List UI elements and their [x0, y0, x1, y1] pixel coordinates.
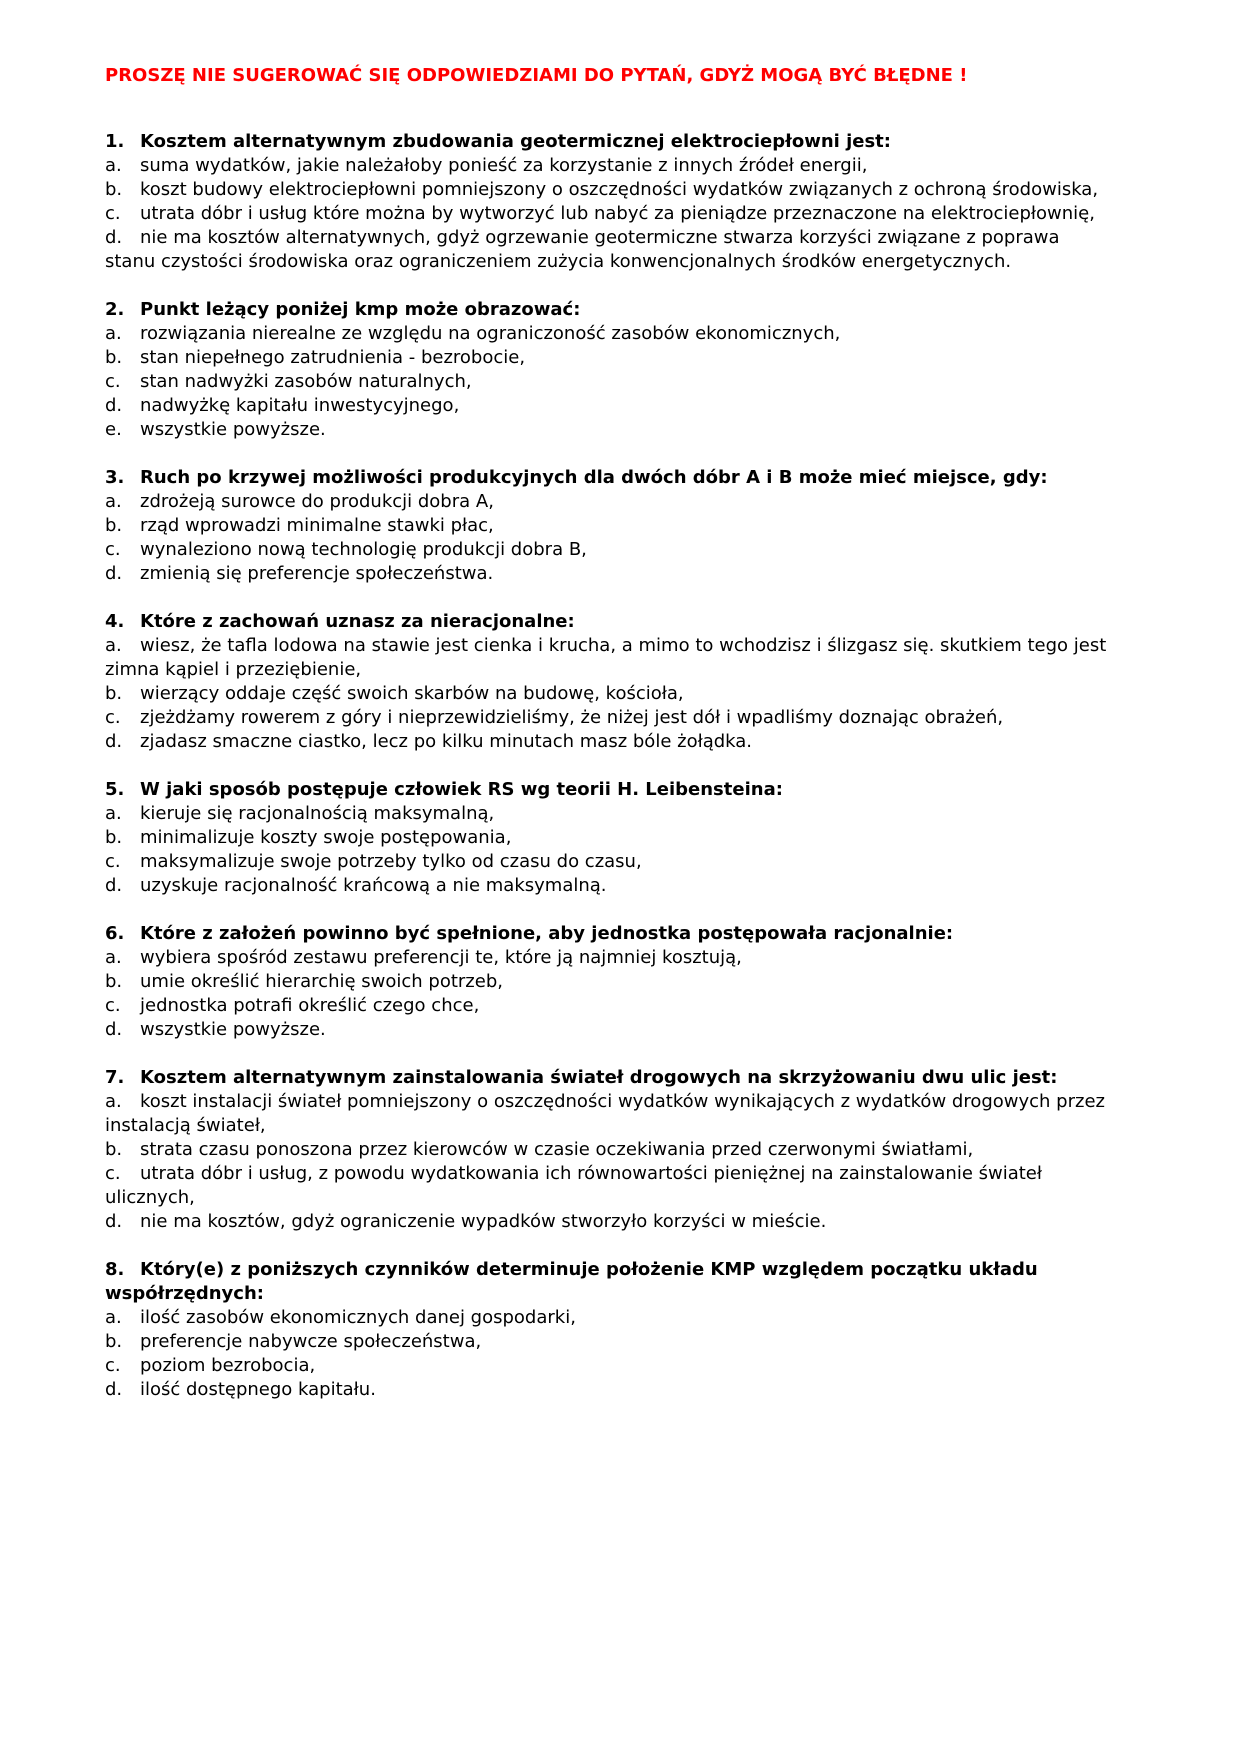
option-text: stan nadwyżki zasobów naturalnych, [140, 371, 472, 392]
question-title [105, 922, 1110, 946]
option-letter: d. [105, 1019, 123, 1040]
question [105, 1258, 1110, 1402]
question-title [105, 130, 1110, 154]
option-text: nie ma kosztów alternatywnych, gdyż ogrzewanie geotermiczne stwarza korzyści związane z poprawa stanu czystości środowiska oraz ograniczeniem zużycia konwencjonalnych środków energetycznych. [105, 227, 1060, 272]
question-title-text: Które z założeń powinno być spełnione, aby jednostka postępowała racjonalnie: [140, 923, 954, 944]
option-letter: b. [105, 971, 123, 992]
answer-option [105, 1138, 1110, 1162]
option-letter: a. [105, 635, 122, 656]
answer-option [105, 874, 1110, 898]
question-number: 5. [105, 779, 125, 800]
option-text: uzyskuje racjonalność krańcową a nie maksymalną. [140, 875, 607, 896]
question [105, 1066, 1110, 1234]
answer-option [105, 1378, 1110, 1402]
answer-option [105, 970, 1110, 994]
questions-list [105, 130, 1110, 1402]
answer-option [105, 826, 1110, 850]
question [105, 778, 1110, 898]
answer-option [105, 1354, 1110, 1378]
answer-option [105, 490, 1110, 514]
option-text: suma wydatków, jakie należałoby ponieść za korzystanie z innych źródeł energii, [140, 155, 868, 176]
answer-option [105, 682, 1110, 706]
answer-option [105, 1090, 1110, 1138]
option-letter: a. [105, 803, 122, 824]
option-letter: c. [105, 851, 121, 872]
option-text: strata czasu ponoszona przez kierowców w czasie oczekiwania przed czerwonymi światłami, [140, 1139, 974, 1160]
question-number: 7. [105, 1067, 125, 1088]
question-title [105, 1066, 1110, 1090]
option-text: ilość dostępnego kapitału. [140, 1379, 376, 1400]
question-title [105, 1258, 1110, 1306]
question [105, 466, 1110, 586]
option-text: umie określić hierarchię swoich potrzeb, [140, 971, 503, 992]
question-title [105, 778, 1110, 802]
question-number: 1. [105, 131, 125, 152]
option-letter: d. [105, 1211, 123, 1232]
warning-heading: PROSZĘ NIE SUGEROWAĆ SIĘ ODPOWIEDZIAMI DO PYTAŃ, GDYŻ MOGĄ BYĆ BŁĘDNE ! [105, 65, 968, 86]
question-title [105, 298, 1110, 322]
option-text: ilość zasobów ekonomicznych danej gospodarki, [140, 1307, 576, 1328]
question-title-text: Które z zachowań uznasz za nieracjonalne: [140, 611, 575, 632]
option-letter: a. [105, 323, 122, 344]
option-letter: a. [105, 1307, 122, 1328]
option-text: poziom bezrobocia, [140, 1355, 316, 1376]
option-text: maksymalizuje swoje potrzeby tylko od czasu do czasu, [140, 851, 642, 872]
answer-option [105, 802, 1110, 826]
option-text: jednostka potrafi określić czego chce, [140, 995, 480, 1016]
answer-option [105, 634, 1110, 682]
option-letter: a. [105, 1091, 122, 1112]
question-title-text: Punkt leżący poniżej kmp może obrazować: [140, 299, 581, 320]
option-letter: c. [105, 707, 121, 728]
option-text: koszt budowy elektrociepłowni pomniejszony o oszczędności wydatków związanych z ochroną środowiska, [140, 179, 1099, 200]
option-text: kieruje się racjonalnością maksymalną, [140, 803, 495, 824]
question-title-text: Kosztem alternatywnym zbudowania geotermicznej elektrociepłowni jest: [140, 131, 891, 152]
answer-option [105, 1210, 1110, 1234]
option-letter: a. [105, 947, 122, 968]
answer-option [105, 946, 1110, 970]
option-letter: a. [105, 491, 122, 512]
question [105, 610, 1110, 754]
option-letter: c. [105, 539, 121, 560]
answer-option [105, 418, 1110, 442]
answer-option [105, 994, 1110, 1018]
answer-option [105, 730, 1110, 754]
option-text: koszt instalacji świateł pomniejszony o oszczędności wydatków wynikających z wydatków drogowych przez instalacją świateł, [105, 1091, 1105, 1136]
option-text: utrata dóbr i usług, z powodu wydatkowania ich równowartości pieniężnej na zainstalowanie świateł ulicznych, [105, 1163, 1042, 1208]
option-text: zjeżdżamy rowerem z góry i nieprzewidzieliśmy, że niżej jest dół i wpadliśmy doznając obrażeń, [140, 707, 1004, 728]
option-letter: a. [105, 155, 122, 176]
option-text: wszystkie powyższe. [140, 1019, 326, 1040]
option-letter: c. [105, 1163, 121, 1184]
option-letter: c. [105, 203, 121, 224]
question-number: 2. [105, 299, 125, 320]
answer-option [105, 562, 1110, 586]
option-text: zdrożeją surowce do produkcji dobra A, [140, 491, 494, 512]
answer-option [105, 178, 1110, 202]
answer-option [105, 1162, 1110, 1210]
question [105, 130, 1110, 274]
option-letter: b. [105, 1139, 123, 1160]
answer-option [105, 202, 1110, 226]
option-text: wynaleziono nową technologię produkcji dobra B, [140, 539, 587, 560]
option-letter: e. [105, 419, 122, 440]
option-letter: d. [105, 875, 123, 896]
option-letter: d. [105, 227, 123, 248]
option-letter: d. [105, 1379, 123, 1400]
question-number: 3. [105, 467, 125, 488]
option-letter: b. [105, 347, 123, 368]
option-text: preferencje nabywcze społeczeństwa, [140, 1331, 482, 1352]
question [105, 298, 1110, 442]
option-text: stan niepełnego zatrudnienia - bezrobocie, [140, 347, 526, 368]
question-title-text: Ruch po krzywej możliwości produkcyjnych dla dwóch dóbr A i B może mieć miejsce, gdy: [140, 467, 1048, 488]
option-text: minimalizuje koszty swoje postępowania, [140, 827, 512, 848]
option-text: zjadasz smaczne ciastko, lecz po kilku minutach masz bóle żołądka. [140, 731, 753, 752]
option-text: zmienią się preferencje społeczeństwa. [140, 563, 494, 584]
question-title-text: Który(e) z poniższych czynników determinuje położenie KMP względem początku układu współrzędnych: [105, 1259, 1038, 1304]
answer-option [105, 1018, 1110, 1042]
answer-option [105, 394, 1110, 418]
option-letter: c. [105, 371, 121, 392]
answer-option [105, 1330, 1110, 1354]
option-letter: d. [105, 395, 123, 416]
answer-option [105, 226, 1110, 274]
answer-option [105, 706, 1110, 730]
option-letter: c. [105, 1355, 121, 1376]
answer-option [105, 538, 1110, 562]
answer-option [105, 514, 1110, 538]
option-letter: b. [105, 179, 123, 200]
option-letter: d. [105, 731, 123, 752]
question-title-text: W jaki sposób postępuje człowiek RS wg teorii H. Leibensteina: [140, 779, 783, 800]
option-letter: b. [105, 683, 123, 704]
answer-option [105, 346, 1110, 370]
option-text: wiesz, że tafla lodowa na stawie jest cienka i krucha, a mimo to wchodzisz i ślizgasz się. skutkiem tego jest zimna kąpiel i przeziębienie, [105, 635, 1107, 680]
answer-option [105, 154, 1110, 178]
question-number: 6. [105, 923, 125, 944]
question-number: 4. [105, 611, 125, 632]
question-title [105, 610, 1110, 634]
answer-option [105, 322, 1110, 346]
option-text: wybiera spośród zestawu preferencji te, które ją najmniej kosztują, [140, 947, 742, 968]
option-text: rząd wprowadzi minimalne stawki płac, [140, 515, 494, 536]
option-text: nadwyżkę kapitału inwestycyjnego, [140, 395, 460, 416]
answer-option [105, 1306, 1110, 1330]
option-text: utrata dóbr i usług które można by wytworzyć lub nabyć za pieniądze przeznaczone na elektrociepłownię, [140, 203, 1095, 224]
answer-option [105, 370, 1110, 394]
option-text: wszystkie powyższe. [140, 419, 326, 440]
option-letter: b. [105, 827, 123, 848]
question-title-text: Kosztem alternatywnym zainstalowania świateł drogowych na skrzyżowaniu dwu ulic jest: [140, 1067, 1058, 1088]
option-letter: c. [105, 995, 121, 1016]
option-letter: d. [105, 563, 123, 584]
option-letter: b. [105, 515, 123, 536]
option-text: rozwiązania nierealne ze względu na ograniczoność zasobów ekonomicznych, [140, 323, 841, 344]
answer-option [105, 850, 1110, 874]
option-text: nie ma kosztów, gdyż ograniczenie wypadków stworzyło korzyści w mieście. [140, 1211, 827, 1232]
question-title [105, 466, 1110, 490]
option-text: wierzący oddaje część swoich skarbów na budowę, kościoła, [140, 683, 684, 704]
question-number: 8. [105, 1259, 125, 1280]
option-letter: b. [105, 1331, 123, 1352]
question [105, 922, 1110, 1042]
